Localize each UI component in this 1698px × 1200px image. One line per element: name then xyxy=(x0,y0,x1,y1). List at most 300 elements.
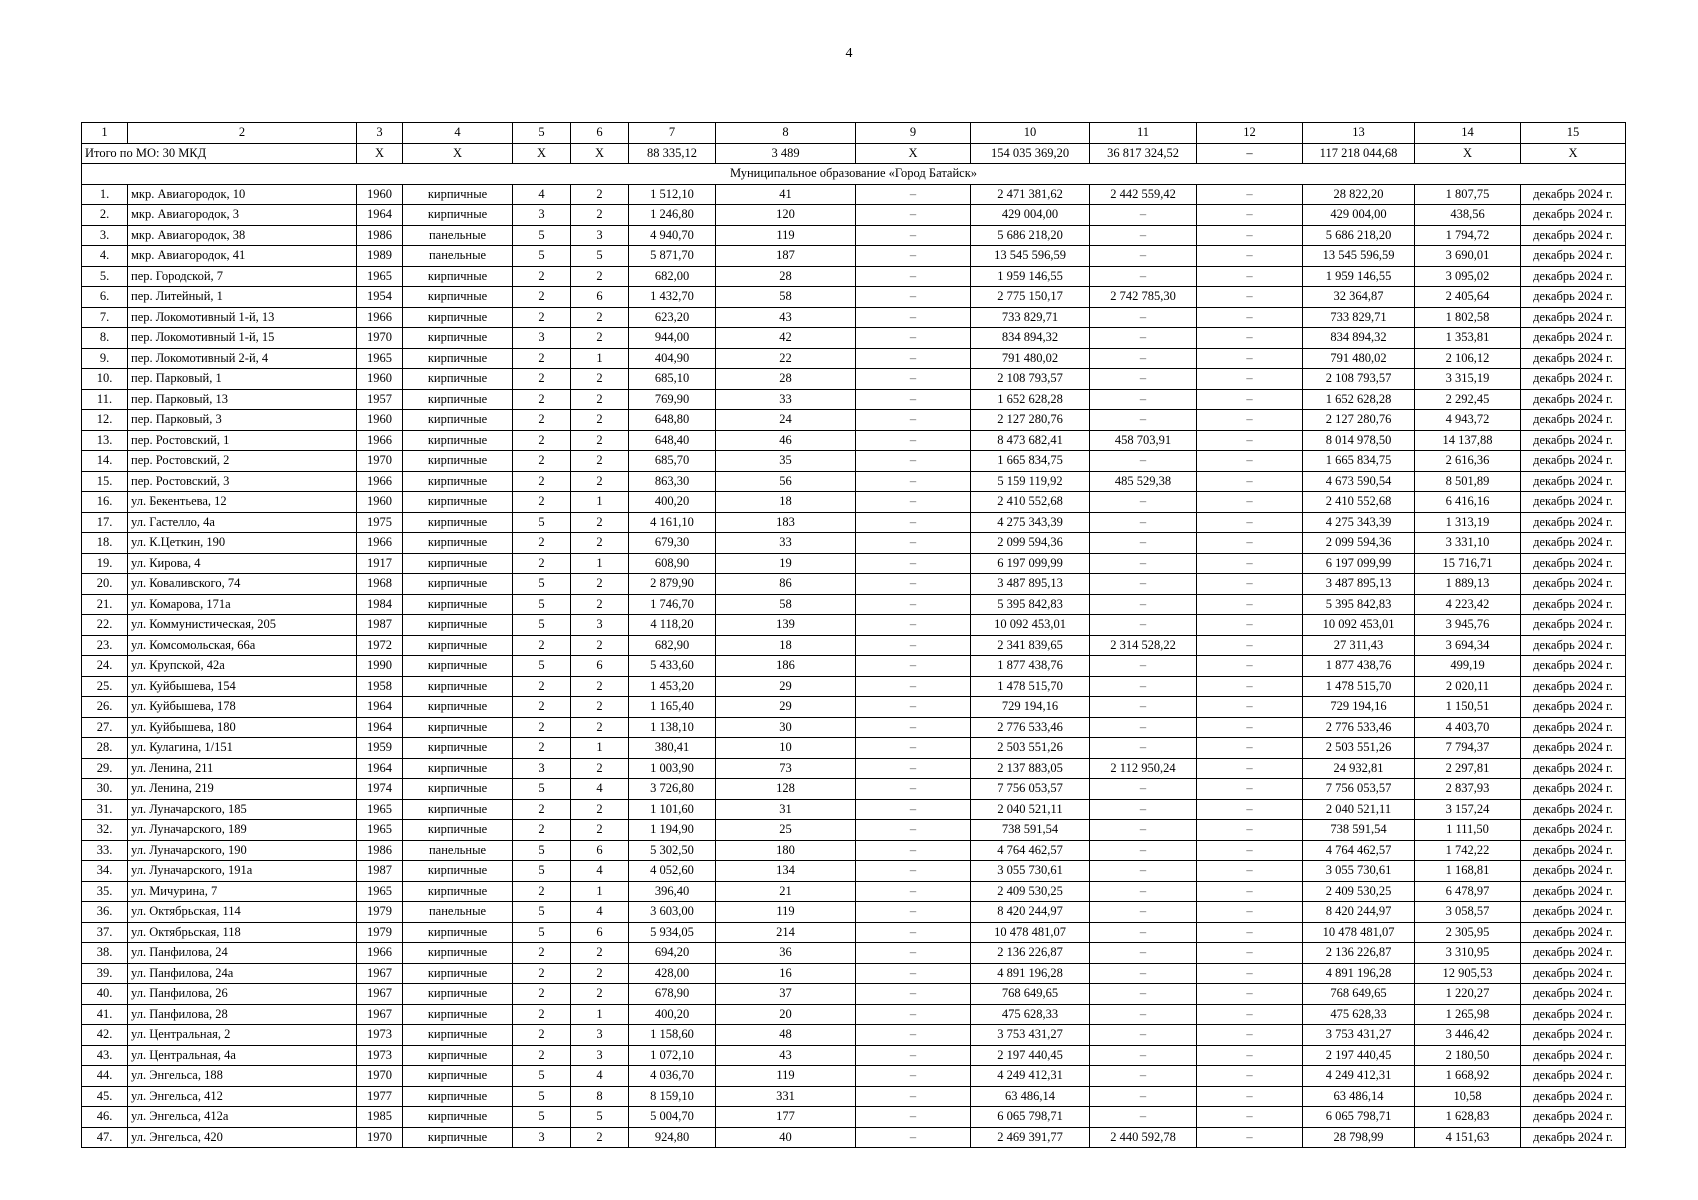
table-cell-col-2: ул. Ленина, 211 xyxy=(128,758,357,779)
table-row xyxy=(82,738,1626,759)
table-cell-col-6: 2 xyxy=(571,799,629,820)
table-cell-col-14: 2 616,36 xyxy=(1415,451,1521,472)
table-cell-col-14: 1 802,58 xyxy=(1415,307,1521,328)
table-cell-col-15: декабрь 2024 г. xyxy=(1521,307,1626,328)
table-cell-col-7: 5 004,70 xyxy=(629,1107,716,1128)
table-cell-col-4: панельные xyxy=(403,225,513,246)
table-cell-col-3: 1965 xyxy=(357,881,403,902)
table-cell-col-9: – xyxy=(856,738,971,759)
table-cell-col-12: – xyxy=(1197,512,1303,533)
table-cell-col-8: 19 xyxy=(716,553,856,574)
total-label: Итого по МО: 30 МКД xyxy=(82,143,357,164)
table-cell-col-15: декабрь 2024 г. xyxy=(1521,779,1626,800)
col-num: 5 xyxy=(513,123,571,144)
table-cell-col-11: – xyxy=(1090,697,1197,718)
table-cell-col-4: кирпичные xyxy=(403,1066,513,1087)
table-cell-col-8: 40 xyxy=(716,1127,856,1148)
table-row xyxy=(82,615,1626,636)
table-cell-col-6: 2 xyxy=(571,676,629,697)
table-cell-col-1: 43. xyxy=(82,1045,128,1066)
table-cell-col-10: 2 127 280,76 xyxy=(971,410,1090,431)
table-cell-col-13: 475 628,33 xyxy=(1303,1004,1415,1025)
table-cell-col-6: 2 xyxy=(571,717,629,738)
table-cell-col-14: 1 111,50 xyxy=(1415,820,1521,841)
table-cell-col-4: кирпичные xyxy=(403,922,513,943)
table-cell-col-11: – xyxy=(1090,615,1197,636)
total-cell: Х xyxy=(1415,143,1521,164)
table-cell-col-14: 1 807,75 xyxy=(1415,184,1521,205)
table-cell-col-6: 3 xyxy=(571,225,629,246)
table-row xyxy=(82,594,1626,615)
table-row xyxy=(82,840,1626,861)
table-row xyxy=(82,348,1626,369)
table-cell-col-14: 2 106,12 xyxy=(1415,348,1521,369)
table-cell-col-2: ул. Панфилова, 24 xyxy=(128,943,357,964)
table-cell-col-10: 8 420 244,97 xyxy=(971,902,1090,923)
table-cell-col-15: декабрь 2024 г. xyxy=(1521,1045,1626,1066)
table-cell-col-5: 5 xyxy=(513,615,571,636)
table-cell-col-12: – xyxy=(1197,840,1303,861)
table-cell-col-11: – xyxy=(1090,307,1197,328)
table-cell-col-3: 1964 xyxy=(357,205,403,226)
table-cell-col-6: 6 xyxy=(571,656,629,677)
table-cell-col-11: – xyxy=(1090,881,1197,902)
table-cell-col-3: 1985 xyxy=(357,1107,403,1128)
table-cell-col-12: – xyxy=(1197,492,1303,513)
table-cell-col-12: – xyxy=(1197,1127,1303,1148)
table-cell-col-3: 1986 xyxy=(357,840,403,861)
table-cell-col-8: 20 xyxy=(716,1004,856,1025)
table-cell-col-4: кирпичные xyxy=(403,410,513,431)
table-cell-col-8: 10 xyxy=(716,738,856,759)
table-cell-col-12: – xyxy=(1197,820,1303,841)
table-cell-col-1: 3. xyxy=(82,225,128,246)
table-cell-col-10: 2 503 551,26 xyxy=(971,738,1090,759)
table-cell-col-6: 2 xyxy=(571,328,629,349)
table-cell-col-13: 2 410 552,68 xyxy=(1303,492,1415,513)
table-cell-col-4: кирпичные xyxy=(403,389,513,410)
table-cell-col-9: – xyxy=(856,963,971,984)
table-cell-col-15: декабрь 2024 г. xyxy=(1521,533,1626,554)
table-cell-col-4: кирпичные xyxy=(403,758,513,779)
table-cell-col-8: 119 xyxy=(716,902,856,923)
table-cell-col-2: пер. Парковый, 13 xyxy=(128,389,357,410)
table-cell-col-3: 1954 xyxy=(357,287,403,308)
table-cell-col-4: кирпичные xyxy=(403,471,513,492)
table-cell-col-14: 1 628,83 xyxy=(1415,1107,1521,1128)
table-cell-col-7: 863,30 xyxy=(629,471,716,492)
col-num: 14 xyxy=(1415,123,1521,144)
table-cell-col-8: 180 xyxy=(716,840,856,861)
table-cell-col-2: ул. Луначарского, 189 xyxy=(128,820,357,841)
table-cell-col-2: пер. Парковый, 1 xyxy=(128,369,357,390)
table-cell-col-10: 63 486,14 xyxy=(971,1086,1090,1107)
table-cell-col-10: 13 545 596,59 xyxy=(971,246,1090,267)
table-cell-col-2: ул. Куйбышева, 180 xyxy=(128,717,357,738)
table-cell-col-9: – xyxy=(856,799,971,820)
table-cell-col-3: 1964 xyxy=(357,697,403,718)
total-cell: – xyxy=(1197,143,1303,164)
total-cell: Х xyxy=(856,143,971,164)
table-cell-col-8: 21 xyxy=(716,881,856,902)
table-cell-col-5: 2 xyxy=(513,820,571,841)
table-cell-col-15: декабрь 2024 г. xyxy=(1521,861,1626,882)
table-cell-col-4: кирпичные xyxy=(403,369,513,390)
table-cell-col-6: 2 xyxy=(571,205,629,226)
table-cell-col-12: – xyxy=(1197,615,1303,636)
table-cell-col-13: 10 478 481,07 xyxy=(1303,922,1415,943)
table-row xyxy=(82,943,1626,964)
table-cell-col-8: 73 xyxy=(716,758,856,779)
table-cell-col-5: 5 xyxy=(513,861,571,882)
table-cell-col-10: 3 487 895,13 xyxy=(971,574,1090,595)
table-cell-col-2: ул. Гастелло, 4а xyxy=(128,512,357,533)
table-cell-col-1: 40. xyxy=(82,984,128,1005)
table-cell-col-11: – xyxy=(1090,492,1197,513)
table-cell-col-12: – xyxy=(1197,246,1303,267)
table-cell-col-2: ул. Энгельса, 412 xyxy=(128,1086,357,1107)
table-cell-col-14: 2 305,95 xyxy=(1415,922,1521,943)
table-cell-col-11: – xyxy=(1090,1025,1197,1046)
table-cell-col-1: 23. xyxy=(82,635,128,656)
table-cell-col-1: 17. xyxy=(82,512,128,533)
table-cell-col-9: – xyxy=(856,451,971,472)
table-cell-col-3: 1966 xyxy=(357,533,403,554)
table-cell-col-14: 6 416,16 xyxy=(1415,492,1521,513)
table-cell-col-2: ул. Центральная, 4а xyxy=(128,1045,357,1066)
table-cell-col-1: 4. xyxy=(82,246,128,267)
table-cell-col-9: – xyxy=(856,902,971,923)
table-cell-col-11: – xyxy=(1090,861,1197,882)
table-cell-col-12: – xyxy=(1197,1086,1303,1107)
table-cell-col-15: декабрь 2024 г. xyxy=(1521,717,1626,738)
table-cell-col-9: – xyxy=(856,553,971,574)
table-cell-col-6: 2 xyxy=(571,307,629,328)
table-cell-col-8: 24 xyxy=(716,410,856,431)
table-row xyxy=(82,635,1626,656)
table-cell-col-2: пер. Городской, 7 xyxy=(128,266,357,287)
table-row xyxy=(82,717,1626,738)
table-cell-col-5: 5 xyxy=(513,1066,571,1087)
table-cell-col-11: 485 529,38 xyxy=(1090,471,1197,492)
table-cell-col-5: 5 xyxy=(513,1107,571,1128)
table-cell-col-14: 6 478,97 xyxy=(1415,881,1521,902)
table-cell-col-12: – xyxy=(1197,1025,1303,1046)
table-cell-col-14: 4 943,72 xyxy=(1415,410,1521,431)
table-cell-col-1: 28. xyxy=(82,738,128,759)
table-cell-col-4: кирпичные xyxy=(403,492,513,513)
table-cell-col-7: 685,70 xyxy=(629,451,716,472)
table-cell-col-12: – xyxy=(1197,635,1303,656)
table-cell-col-1: 42. xyxy=(82,1025,128,1046)
table-row xyxy=(82,656,1626,677)
table-cell-col-5: 2 xyxy=(513,430,571,451)
table-cell-col-3: 1977 xyxy=(357,1086,403,1107)
table-cell-col-4: кирпичные xyxy=(403,1004,513,1025)
table-cell-col-10: 1 652 628,28 xyxy=(971,389,1090,410)
table-cell-col-3: 1965 xyxy=(357,799,403,820)
table-cell-col-4: кирпичные xyxy=(403,676,513,697)
table-cell-col-5: 2 xyxy=(513,492,571,513)
table-cell-col-7: 1 246,80 xyxy=(629,205,716,226)
table-cell-col-3: 1965 xyxy=(357,820,403,841)
table-cell-col-7: 1 072,10 xyxy=(629,1045,716,1066)
table-cell-col-2: ул. Кирова, 4 xyxy=(128,553,357,574)
table-cell-col-8: 33 xyxy=(716,533,856,554)
table-cell-col-3: 1966 xyxy=(357,430,403,451)
table-cell-col-1: 5. xyxy=(82,266,128,287)
table-cell-col-3: 1979 xyxy=(357,922,403,943)
table-cell-col-4: кирпичные xyxy=(403,635,513,656)
total-cell: Х xyxy=(571,143,629,164)
table-row xyxy=(82,922,1626,943)
table-cell-col-10: 768 649,65 xyxy=(971,984,1090,1005)
table-cell-col-2: ул. К.Цеткин, 190 xyxy=(128,533,357,554)
table-row xyxy=(82,430,1626,451)
table-cell-col-11: – xyxy=(1090,451,1197,472)
table-cell-col-12: – xyxy=(1197,656,1303,677)
table-cell-col-12: – xyxy=(1197,451,1303,472)
table-cell-col-12: – xyxy=(1197,963,1303,984)
table-cell-col-6: 4 xyxy=(571,1066,629,1087)
table-cell-col-11: – xyxy=(1090,1045,1197,1066)
table-cell-col-9: – xyxy=(856,656,971,677)
table-cell-col-1: 33. xyxy=(82,840,128,861)
table-cell-col-2: пер. Локомотивный 1-й, 13 xyxy=(128,307,357,328)
table-cell-col-5: 2 xyxy=(513,984,571,1005)
table-cell-col-9: – xyxy=(856,615,971,636)
table-cell-col-6: 6 xyxy=(571,840,629,861)
table-cell-col-13: 5 395 842,83 xyxy=(1303,594,1415,615)
table-cell-col-5: 2 xyxy=(513,389,571,410)
table-cell-col-8: 16 xyxy=(716,963,856,984)
table-cell-col-14: 2 180,50 xyxy=(1415,1045,1521,1066)
table-cell-col-6: 1 xyxy=(571,553,629,574)
table-cell-col-13: 738 591,54 xyxy=(1303,820,1415,841)
table-cell-col-15: декабрь 2024 г. xyxy=(1521,287,1626,308)
table-row xyxy=(82,574,1626,595)
table-cell-col-7: 396,40 xyxy=(629,881,716,902)
table-cell-col-9: – xyxy=(856,1004,971,1025)
table-cell-col-4: кирпичные xyxy=(403,820,513,841)
table-cell-col-10: 10 478 481,07 xyxy=(971,922,1090,943)
table-cell-col-2: ул. Крупской, 42а xyxy=(128,656,357,677)
table-cell-col-14: 14 137,88 xyxy=(1415,430,1521,451)
table-cell-col-9: – xyxy=(856,184,971,205)
table-cell-col-2: ул. Энгельса, 420 xyxy=(128,1127,357,1148)
table-cell-col-10: 791 480,02 xyxy=(971,348,1090,369)
table-cell-col-3: 1960 xyxy=(357,184,403,205)
table-cell-col-12: – xyxy=(1197,697,1303,718)
table-cell-col-5: 2 xyxy=(513,943,571,964)
table-row xyxy=(82,902,1626,923)
table-cell-col-14: 1 794,72 xyxy=(1415,225,1521,246)
table-row xyxy=(82,1086,1626,1107)
total-cell: 117 218 044,68 xyxy=(1303,143,1415,164)
table-cell-col-1: 26. xyxy=(82,697,128,718)
table-cell-col-9: – xyxy=(856,205,971,226)
table-cell-col-4: кирпичные xyxy=(403,943,513,964)
table-cell-col-6: 2 xyxy=(571,266,629,287)
table-cell-col-13: 4 249 412,31 xyxy=(1303,1066,1415,1087)
table-cell-col-4: кирпичные xyxy=(403,328,513,349)
table-cell-col-14: 2 292,45 xyxy=(1415,389,1521,410)
table-cell-col-10: 4 764 462,57 xyxy=(971,840,1090,861)
table-cell-col-14: 4 403,70 xyxy=(1415,717,1521,738)
table-cell-col-11: – xyxy=(1090,738,1197,759)
table-cell-col-12: – xyxy=(1197,348,1303,369)
col-num: 9 xyxy=(856,123,971,144)
table-cell-col-14: 1 742,22 xyxy=(1415,840,1521,861)
table-cell-col-12: – xyxy=(1197,553,1303,574)
table-cell-col-6: 2 xyxy=(571,533,629,554)
table-cell-col-7: 404,90 xyxy=(629,348,716,369)
table-cell-col-5: 2 xyxy=(513,1025,571,1046)
table-cell-col-4: кирпичные xyxy=(403,574,513,595)
table-cell-col-9: – xyxy=(856,307,971,328)
table-cell-col-12: – xyxy=(1197,533,1303,554)
table-cell-col-6: 2 xyxy=(571,389,629,410)
table-cell-col-5: 2 xyxy=(513,348,571,369)
table-cell-col-1: 39. xyxy=(82,963,128,984)
table-cell-col-2: ул. Панфилова, 26 xyxy=(128,984,357,1005)
table-cell-col-7: 5 934,05 xyxy=(629,922,716,943)
table-cell-col-7: 623,20 xyxy=(629,307,716,328)
table-cell-col-5: 3 xyxy=(513,758,571,779)
table-cell-col-7: 4 161,10 xyxy=(629,512,716,533)
table-cell-col-9: – xyxy=(856,328,971,349)
table-cell-col-13: 3 753 431,27 xyxy=(1303,1025,1415,1046)
table-cell-col-3: 1973 xyxy=(357,1045,403,1066)
table-cell-col-10: 2 471 381,62 xyxy=(971,184,1090,205)
table-cell-col-11: – xyxy=(1090,594,1197,615)
table-cell-col-6: 2 xyxy=(571,697,629,718)
table-cell-col-15: декабрь 2024 г. xyxy=(1521,594,1626,615)
table-cell-col-7: 682,00 xyxy=(629,266,716,287)
table-cell-col-14: 2 405,64 xyxy=(1415,287,1521,308)
table-cell-col-6: 2 xyxy=(571,758,629,779)
table-cell-col-9: – xyxy=(856,471,971,492)
table-cell-col-12: – xyxy=(1197,984,1303,1005)
table-cell-col-8: 120 xyxy=(716,205,856,226)
table-cell-col-8: 186 xyxy=(716,656,856,677)
table-cell-col-3: 1987 xyxy=(357,861,403,882)
table-cell-col-12: – xyxy=(1197,779,1303,800)
table-cell-col-14: 1 889,13 xyxy=(1415,574,1521,595)
table-cell-col-5: 2 xyxy=(513,697,571,718)
table-cell-col-10: 2 108 793,57 xyxy=(971,369,1090,390)
table-cell-col-3: 1967 xyxy=(357,984,403,1005)
table-cell-col-4: кирпичные xyxy=(403,451,513,472)
table-cell-col-8: 29 xyxy=(716,697,856,718)
table-cell-col-15: декабрь 2024 г. xyxy=(1521,348,1626,369)
table-cell-col-5: 2 xyxy=(513,471,571,492)
table-cell-col-1: 16. xyxy=(82,492,128,513)
table-cell-col-11: – xyxy=(1090,533,1197,554)
table-cell-col-11: – xyxy=(1090,553,1197,574)
table-cell-col-1: 20. xyxy=(82,574,128,595)
table-cell-col-3: 1964 xyxy=(357,758,403,779)
table-cell-col-6: 2 xyxy=(571,184,629,205)
col-num: 8 xyxy=(716,123,856,144)
table-cell-col-15: декабрь 2024 г. xyxy=(1521,410,1626,431)
table-cell-col-8: 58 xyxy=(716,594,856,615)
table-row xyxy=(82,184,1626,205)
table-row xyxy=(82,758,1626,779)
table-cell-col-6: 2 xyxy=(571,594,629,615)
table-cell-col-14: 499,19 xyxy=(1415,656,1521,677)
table-cell-col-1: 8. xyxy=(82,328,128,349)
table-cell-col-10: 2 099 594,36 xyxy=(971,533,1090,554)
table-cell-col-8: 43 xyxy=(716,307,856,328)
col-num: 1 xyxy=(82,123,128,144)
table-cell-col-6: 2 xyxy=(571,369,629,390)
table-cell-col-7: 5 302,50 xyxy=(629,840,716,861)
table-cell-col-4: кирпичные xyxy=(403,779,513,800)
table-cell-col-3: 1990 xyxy=(357,656,403,677)
table-cell-col-8: 43 xyxy=(716,1045,856,1066)
table-cell-col-8: 36 xyxy=(716,943,856,964)
table-cell-col-3: 1970 xyxy=(357,451,403,472)
table-cell-col-5: 2 xyxy=(513,963,571,984)
table-cell-col-4: кирпичные xyxy=(403,307,513,328)
table-cell-col-7: 1 194,90 xyxy=(629,820,716,841)
table-cell-col-12: – xyxy=(1197,471,1303,492)
table-cell-col-5: 3 xyxy=(513,328,571,349)
table-cell-col-2: пер. Ростовский, 1 xyxy=(128,430,357,451)
table-cell-col-7: 678,90 xyxy=(629,984,716,1005)
table-cell-col-13: 7 756 053,57 xyxy=(1303,779,1415,800)
table-row xyxy=(82,1127,1626,1148)
table-cell-col-1: 32. xyxy=(82,820,128,841)
table-cell-col-15: декабрь 2024 г. xyxy=(1521,820,1626,841)
table-cell-col-5: 2 xyxy=(513,799,571,820)
table-cell-col-6: 2 xyxy=(571,574,629,595)
table-cell-col-13: 791 480,02 xyxy=(1303,348,1415,369)
table-cell-col-10: 2 775 150,17 xyxy=(971,287,1090,308)
table-cell-col-14: 3 690,01 xyxy=(1415,246,1521,267)
table-cell-col-5: 5 xyxy=(513,246,571,267)
table-cell-col-8: 18 xyxy=(716,635,856,656)
table-cell-col-14: 12 905,53 xyxy=(1415,963,1521,984)
table-cell-col-2: ул. Октябрьская, 118 xyxy=(128,922,357,943)
table-cell-col-4: кирпичные xyxy=(403,205,513,226)
table-cell-col-15: декабрь 2024 г. xyxy=(1521,205,1626,226)
table-cell-col-6: 2 xyxy=(571,984,629,1005)
table-cell-col-6: 4 xyxy=(571,779,629,800)
table-cell-col-5: 2 xyxy=(513,635,571,656)
table-cell-col-7: 1 165,40 xyxy=(629,697,716,718)
table-cell-col-2: пер. Ростовский, 3 xyxy=(128,471,357,492)
table-cell-col-1: 6. xyxy=(82,287,128,308)
table-cell-col-7: 380,41 xyxy=(629,738,716,759)
total-cell: 3 489 xyxy=(716,143,856,164)
table-cell-col-10: 3 753 431,27 xyxy=(971,1025,1090,1046)
table-cell-col-13: 729 194,16 xyxy=(1303,697,1415,718)
table-cell-col-15: декабрь 2024 г. xyxy=(1521,451,1626,472)
table-cell-col-3: 1958 xyxy=(357,676,403,697)
table-cell-col-6: 2 xyxy=(571,512,629,533)
table-cell-col-1: 47. xyxy=(82,1127,128,1148)
table-cell-col-10: 5 686 218,20 xyxy=(971,225,1090,246)
table-cell-col-8: 86 xyxy=(716,574,856,595)
table-cell-col-15: декабрь 2024 г. xyxy=(1521,553,1626,574)
table-cell-col-12: – xyxy=(1197,881,1303,902)
table-cell-col-4: кирпичные xyxy=(403,266,513,287)
table-cell-col-15: декабрь 2024 г. xyxy=(1521,656,1626,677)
table-cell-col-9: – xyxy=(856,881,971,902)
table-cell-col-3: 1970 xyxy=(357,328,403,349)
